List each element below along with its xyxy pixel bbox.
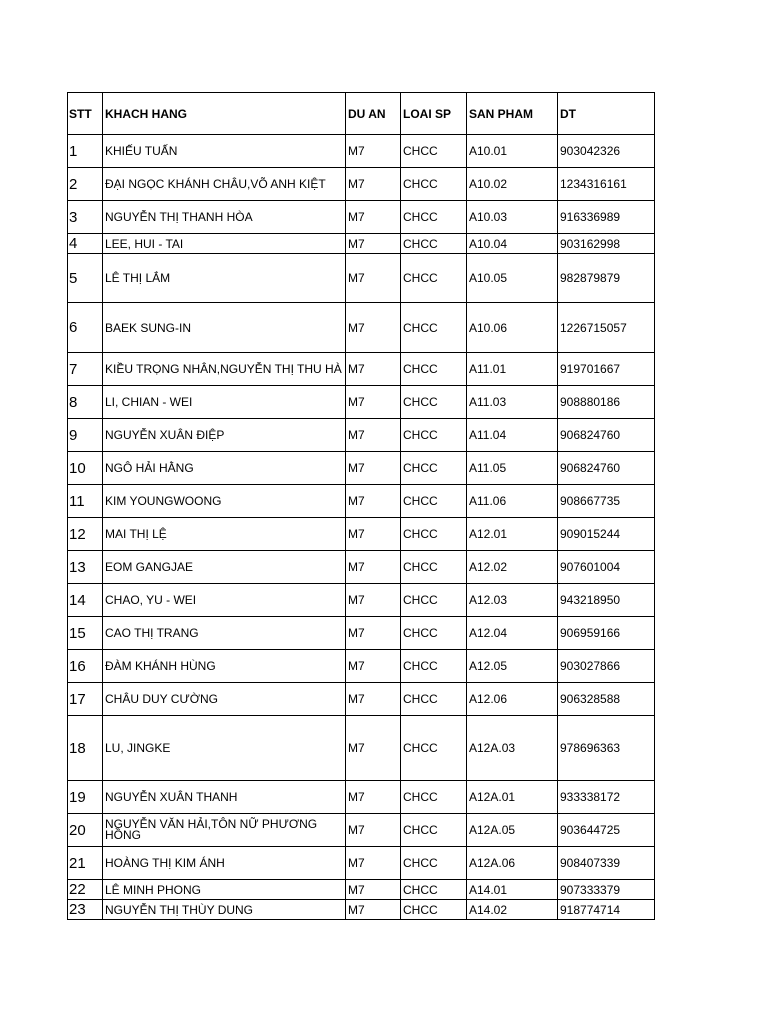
- table-row: [68, 419, 655, 452]
- cell-customer: EOM GANGJAE: [103, 551, 346, 584]
- cell-phone: 943218950: [558, 584, 655, 617]
- table-row: [68, 135, 655, 168]
- cell-product: A10.03: [467, 201, 558, 234]
- cell-project: M7: [346, 168, 401, 201]
- cell-customer: KIM YOUNGWOONG: [103, 485, 346, 518]
- column-header-stt: STT: [68, 93, 103, 135]
- cell-stt: 14: [68, 584, 103, 617]
- cell-phone: 903027866: [558, 650, 655, 683]
- cell-stt: 16: [68, 650, 103, 683]
- cell-product: A12A.03: [467, 716, 558, 781]
- cell-phone: 933338172: [558, 781, 655, 814]
- cell-customer: LI, CHIAN - WEI: [103, 386, 346, 419]
- cell-product-type: CHCC: [401, 683, 467, 716]
- cell-stt: 7: [68, 353, 103, 386]
- cell-project: M7: [346, 847, 401, 880]
- cell-product-type: CHCC: [401, 617, 467, 650]
- cell-product-type: CHCC: [401, 254, 467, 303]
- cell-customer: NGUYỄN VĂN HẢI,TÔN NỮ PHƯƠNG HỒNG: [103, 814, 346, 847]
- table-row: [68, 518, 655, 551]
- cell-product-type: CHCC: [401, 650, 467, 683]
- table-row: [68, 551, 655, 584]
- cell-stt: 18: [68, 716, 103, 781]
- cell-project: M7: [346, 584, 401, 617]
- cell-product: A12.04: [467, 617, 558, 650]
- table-row: [68, 847, 655, 880]
- cell-product-type: CHCC: [401, 584, 467, 617]
- cell-product: A14.02: [467, 900, 558, 920]
- cell-phone: 908407339: [558, 847, 655, 880]
- cell-phone: 1234316161: [558, 168, 655, 201]
- cell-phone: 903644725: [558, 814, 655, 847]
- cell-customer: NGUYỄN THỊ THANH HÒA: [103, 201, 346, 234]
- column-header-customer: KHACH HANG: [103, 93, 346, 135]
- table-row: [68, 683, 655, 716]
- cell-stt: 9: [68, 419, 103, 452]
- cell-product: A12A.06: [467, 847, 558, 880]
- cell-product-type: CHCC: [401, 485, 467, 518]
- cell-stt: 22: [68, 880, 103, 900]
- cell-product: A11.06: [467, 485, 558, 518]
- cell-stt: 2: [68, 168, 103, 201]
- cell-project: M7: [346, 386, 401, 419]
- cell-customer: KHIẾU TUẤN: [103, 135, 346, 168]
- cell-customer: LÊ MINH PHONG: [103, 880, 346, 900]
- cell-customer: CHÂU DUY CƯỜNG: [103, 683, 346, 716]
- cell-stt: 15: [68, 617, 103, 650]
- cell-product-type: CHCC: [401, 452, 467, 485]
- cell-phone: 907601004: [558, 551, 655, 584]
- cell-phone: 919701667: [558, 353, 655, 386]
- table-row: [68, 201, 655, 234]
- cell-phone: 906824760: [558, 419, 655, 452]
- cell-project: M7: [346, 201, 401, 234]
- cell-stt: 4: [68, 234, 103, 254]
- table-row: [68, 617, 655, 650]
- column-header-project: DU AN: [346, 93, 401, 135]
- cell-stt: 1: [68, 135, 103, 168]
- cell-project: M7: [346, 518, 401, 551]
- cell-product: A10.02: [467, 168, 558, 201]
- cell-product-type: CHCC: [401, 814, 467, 847]
- cell-customer: LEE, HUI - TAI: [103, 234, 346, 254]
- cell-project: M7: [346, 900, 401, 920]
- cell-customer: NGUYỄN XUÂN THANH: [103, 781, 346, 814]
- cell-product: A11.04: [467, 419, 558, 452]
- column-header-phone: DT: [558, 93, 655, 135]
- cell-product-type: CHCC: [401, 716, 467, 781]
- table-row: [68, 386, 655, 419]
- cell-phone: 909015244: [558, 518, 655, 551]
- cell-stt: 20: [68, 814, 103, 847]
- cell-stt: 21: [68, 847, 103, 880]
- cell-project: M7: [346, 814, 401, 847]
- table-row: [68, 303, 655, 353]
- cell-product-type: CHCC: [401, 880, 467, 900]
- cell-phone: 907333379: [558, 880, 655, 900]
- cell-phone: 908667735: [558, 485, 655, 518]
- cell-customer: BAEK SUNG-IN: [103, 303, 346, 353]
- cell-project: M7: [346, 254, 401, 303]
- cell-product-type: CHCC: [401, 419, 467, 452]
- column-header-product-type: LOAI SP: [401, 93, 467, 135]
- cell-phone: 918774714: [558, 900, 655, 920]
- table-body: [68, 135, 655, 920]
- cell-product-type: CHCC: [401, 847, 467, 880]
- table-row: [68, 234, 655, 254]
- cell-customer: NGUYỄN XUÂN ĐIỆP: [103, 419, 346, 452]
- cell-product: A10.01: [467, 135, 558, 168]
- cell-product-type: CHCC: [401, 234, 467, 254]
- cell-project: M7: [346, 234, 401, 254]
- cell-project: M7: [346, 551, 401, 584]
- cell-customer: NGUYỄN THỊ THÙY DUNG: [103, 900, 346, 920]
- cell-project: M7: [346, 617, 401, 650]
- table-row: [68, 814, 655, 847]
- cell-product-type: CHCC: [401, 353, 467, 386]
- cell-product-type: CHCC: [401, 386, 467, 419]
- cell-stt: 3: [68, 201, 103, 234]
- cell-phone: 906824760: [558, 452, 655, 485]
- cell-phone: 903162998: [558, 234, 655, 254]
- header-row: [68, 93, 655, 135]
- cell-customer: CAO THỊ TRANG: [103, 617, 346, 650]
- cell-customer: LU, JINGKE: [103, 716, 346, 781]
- cell-product: A12A.01: [467, 781, 558, 814]
- cell-stt: 5: [68, 254, 103, 303]
- cell-project: M7: [346, 353, 401, 386]
- cell-stt: 19: [68, 781, 103, 814]
- cell-customer: LÊ THỊ LẮM: [103, 254, 346, 303]
- cell-stt: 23: [68, 900, 103, 920]
- table-row: [68, 900, 655, 920]
- cell-phone: 982879879: [558, 254, 655, 303]
- cell-phone: 903042326: [558, 135, 655, 168]
- cell-stt: 13: [68, 551, 103, 584]
- table-row: [68, 254, 655, 303]
- cell-phone: 1226715057: [558, 303, 655, 353]
- cell-stt: 10: [68, 452, 103, 485]
- cell-product: A11.03: [467, 386, 558, 419]
- cell-phone: 906328588: [558, 683, 655, 716]
- cell-phone: 908880186: [558, 386, 655, 419]
- cell-product-type: CHCC: [401, 303, 467, 353]
- cell-product: A10.04: [467, 234, 558, 254]
- cell-product-type: CHCC: [401, 518, 467, 551]
- cell-product: A10.06: [467, 303, 558, 353]
- cell-project: M7: [346, 485, 401, 518]
- cell-phone: 916336989: [558, 201, 655, 234]
- cell-stt: 8: [68, 386, 103, 419]
- table-row: [68, 781, 655, 814]
- cell-product-type: CHCC: [401, 201, 467, 234]
- cell-stt: 17: [68, 683, 103, 716]
- cell-customer: ĐẠI NGỌC KHÁNH CHÂU,VÕ ANH KIỆT: [103, 168, 346, 201]
- cell-stt: 12: [68, 518, 103, 551]
- cell-product-type: CHCC: [401, 900, 467, 920]
- cell-project: M7: [346, 781, 401, 814]
- cell-project: M7: [346, 716, 401, 781]
- cell-product: A11.05: [467, 452, 558, 485]
- cell-phone: 906959166: [558, 617, 655, 650]
- cell-product: A12.03: [467, 584, 558, 617]
- cell-phone: 978696363: [558, 716, 655, 781]
- cell-product: A14.01: [467, 880, 558, 900]
- cell-product-type: CHCC: [401, 551, 467, 584]
- table-row: [68, 650, 655, 683]
- cell-project: M7: [346, 452, 401, 485]
- table-row: [68, 716, 655, 781]
- table-row: [68, 168, 655, 201]
- cell-project: M7: [346, 303, 401, 353]
- cell-product: A12A.05: [467, 814, 558, 847]
- cell-product-type: CHCC: [401, 781, 467, 814]
- cell-project: M7: [346, 683, 401, 716]
- cell-customer: KIỀU TRỌNG NHÂN,NGUYỄN THỊ THU HÀ: [103, 353, 346, 386]
- cell-project: M7: [346, 650, 401, 683]
- cell-customer: NGÔ HẢI HẰNG: [103, 452, 346, 485]
- cell-project: M7: [346, 419, 401, 452]
- cell-customer: ĐÀM KHÁNH HÙNG: [103, 650, 346, 683]
- table-row: [68, 353, 655, 386]
- cell-customer: HOÀNG THỊ KIM ÁNH: [103, 847, 346, 880]
- cell-product: A12.06: [467, 683, 558, 716]
- table-row: [68, 452, 655, 485]
- table-row: [68, 485, 655, 518]
- cell-product: A11.01: [467, 353, 558, 386]
- cell-stt: 11: [68, 485, 103, 518]
- cell-product: A10.05: [467, 254, 558, 303]
- cell-project: M7: [346, 135, 401, 168]
- cell-product: A12.02: [467, 551, 558, 584]
- cell-stt: 6: [68, 303, 103, 353]
- cell-product: A12.05: [467, 650, 558, 683]
- table-row: [68, 880, 655, 900]
- cell-product-type: CHCC: [401, 135, 467, 168]
- customer-table: [67, 92, 655, 920]
- cell-product: A12.01: [467, 518, 558, 551]
- cell-product-type: CHCC: [401, 168, 467, 201]
- column-header-product: SAN PHAM: [467, 93, 558, 135]
- cell-project: M7: [346, 880, 401, 900]
- cell-customer: MAI THỊ LỆ: [103, 518, 346, 551]
- table-row: [68, 584, 655, 617]
- cell-customer: CHAO, YU - WEI: [103, 584, 346, 617]
